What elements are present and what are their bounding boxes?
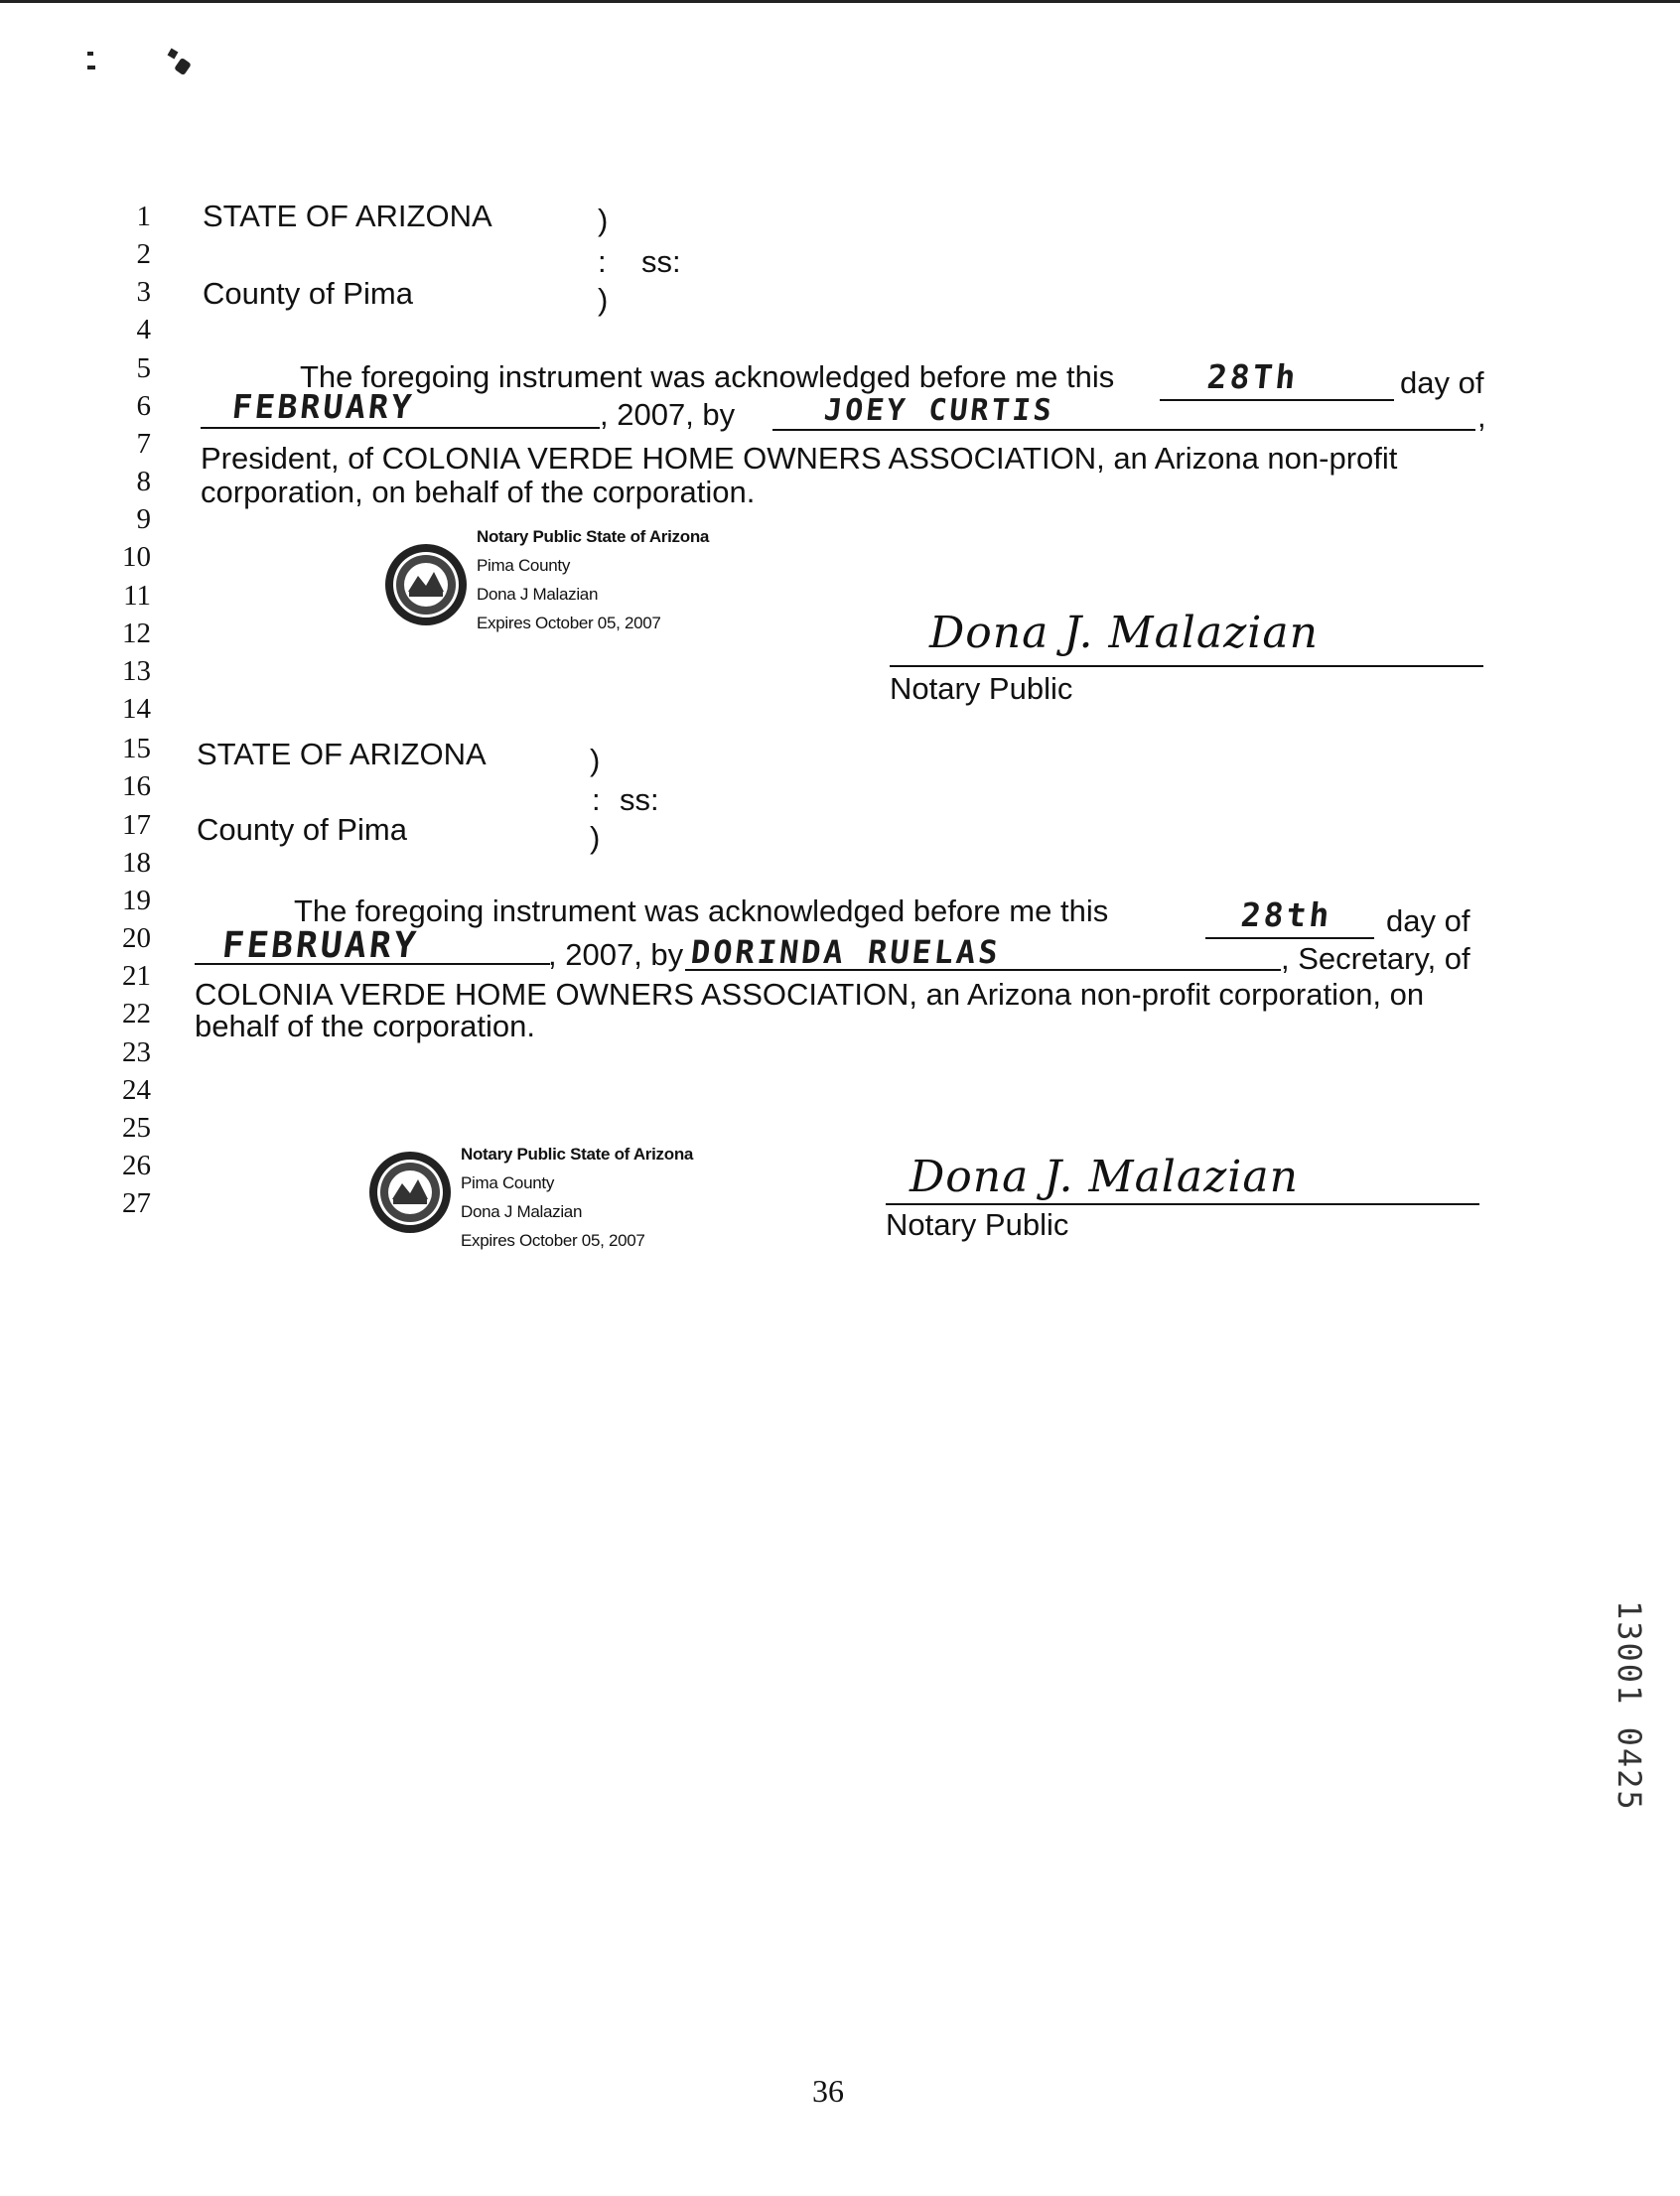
- behalf-line: corporation, on behalf of the corporation.: [201, 475, 756, 509]
- line-number: 1: [136, 201, 151, 232]
- line-number: 10: [122, 541, 151, 573]
- signature-line: [886, 1203, 1479, 1205]
- day-blank: [1205, 937, 1374, 939]
- state-heading: STATE OF ARIZONA: [203, 199, 492, 233]
- document-recording-stamp: 13001 0425: [1610, 1600, 1648, 1812]
- line-number: 9: [136, 503, 151, 535]
- line-number: 14: [122, 693, 151, 725]
- scan-mark-4: [174, 58, 192, 75]
- line-number: 7: [136, 428, 151, 460]
- day-blank: [1160, 399, 1394, 401]
- line-number: 19: [122, 885, 151, 916]
- acknowledgment-text: The foregoing instrument was acknowledged before me this: [300, 359, 1115, 394]
- line-number: 21: [122, 960, 151, 992]
- signer-name: DORINDA RUELAS: [689, 933, 1003, 971]
- line-number: 17: [122, 809, 151, 841]
- seal-expiry: Expires October 05, 2007: [461, 1231, 645, 1250]
- day-of-text: day of: [1386, 903, 1470, 938]
- line-number: 15: [122, 733, 151, 764]
- venue-colon: :: [598, 244, 607, 279]
- day-value: 28Th: [1204, 357, 1301, 396]
- scan-mark-3: [168, 49, 179, 60]
- seal-notary-name: Dona J Malazian: [461, 1202, 583, 1221]
- trailing-comma: ,: [1477, 399, 1486, 434]
- line-number: 25: [122, 1112, 151, 1144]
- acknowledgment-text: The foregoing instrument was acknowledged before me this: [294, 893, 1109, 928]
- notary-signature: Dona J. Malazian: [929, 608, 1319, 658]
- behalf-line: behalf of the corporation.: [195, 1009, 535, 1043]
- month-blank: [201, 427, 600, 429]
- secretary-text: , Secretary, of: [1281, 941, 1470, 976]
- line-number: 4: [136, 314, 151, 345]
- signer-name: JOEY CURTIS: [822, 393, 1056, 428]
- venue-ss: ss:: [641, 244, 681, 279]
- seal-county: Pima County: [461, 1173, 555, 1192]
- signature-line: [890, 665, 1483, 667]
- county-heading: County of Pima: [197, 812, 407, 847]
- notary-signature: Dona J. Malazian: [910, 1152, 1299, 1202]
- line-number: 8: [136, 466, 151, 497]
- venue-paren-close: ): [598, 282, 609, 317]
- arizona-seal-icon: [367, 1150, 453, 1235]
- line-number: 2: [136, 238, 151, 270]
- seal-title: Notary Public State of Arizona: [461, 1145, 694, 1164]
- day-value: 28th: [1238, 895, 1334, 934]
- year-by-text: , 2007, by: [548, 937, 684, 972]
- scan-mark-2: [87, 66, 95, 69]
- month-value: FEBRUARY: [219, 925, 421, 966]
- line-number: 11: [123, 580, 151, 612]
- venue-ss: ss:: [620, 782, 659, 817]
- line-number: 3: [136, 276, 151, 308]
- seal-expiry: Expires October 05, 2007: [477, 614, 661, 632]
- line-number: 27: [122, 1187, 151, 1219]
- line-number: 12: [122, 618, 151, 649]
- venue-paren-close: ): [590, 820, 601, 855]
- arizona-seal-icon: [383, 542, 469, 627]
- scan-top-edge: [0, 0, 1680, 3]
- association-line: COLONIA VERDE HOME OWNERS ASSOCIATION, an Arizona non-profit corporation, on: [195, 977, 1425, 1012]
- line-number: 5: [136, 352, 151, 384]
- state-heading: STATE OF ARIZONA: [197, 737, 487, 771]
- page-number: 36: [812, 2073, 844, 2109]
- officer-line: President, of COLONIA VERDE HOME OWNERS ASSOCIATION, an Arizona non-profit: [201, 441, 1398, 476]
- line-number: 22: [122, 998, 151, 1029]
- seal-county: Pima County: [477, 556, 571, 575]
- notary-seal-text: [461, 1140, 693, 1255]
- name-blank: [772, 429, 1475, 431]
- line-number: 23: [122, 1036, 151, 1068]
- seal-notary-name: Dona J Malazian: [477, 585, 599, 604]
- line-number: 6: [136, 390, 151, 422]
- scan-mark-1: [87, 52, 93, 56]
- day-of-text: day of: [1400, 365, 1484, 400]
- line-number: 16: [122, 770, 151, 802]
- notary-public-label: Notary Public: [890, 671, 1073, 706]
- notary-seal-text: [477, 522, 709, 637]
- venue-colon: :: [592, 782, 601, 817]
- year-by-text: , 2007, by: [600, 397, 736, 432]
- month-value: FEBRUARY: [229, 387, 417, 426]
- venue-paren-open: ): [590, 743, 601, 777]
- line-number: 13: [122, 655, 151, 687]
- venue-paren-open: ): [598, 203, 609, 237]
- line-number: 26: [122, 1150, 151, 1181]
- notary-public-label: Notary Public: [886, 1207, 1069, 1242]
- county-heading: County of Pima: [203, 276, 413, 311]
- line-number: 24: [122, 1074, 151, 1106]
- line-number: 18: [122, 847, 151, 879]
- line-number: 20: [122, 922, 151, 954]
- seal-title: Notary Public State of Arizona: [477, 527, 710, 546]
